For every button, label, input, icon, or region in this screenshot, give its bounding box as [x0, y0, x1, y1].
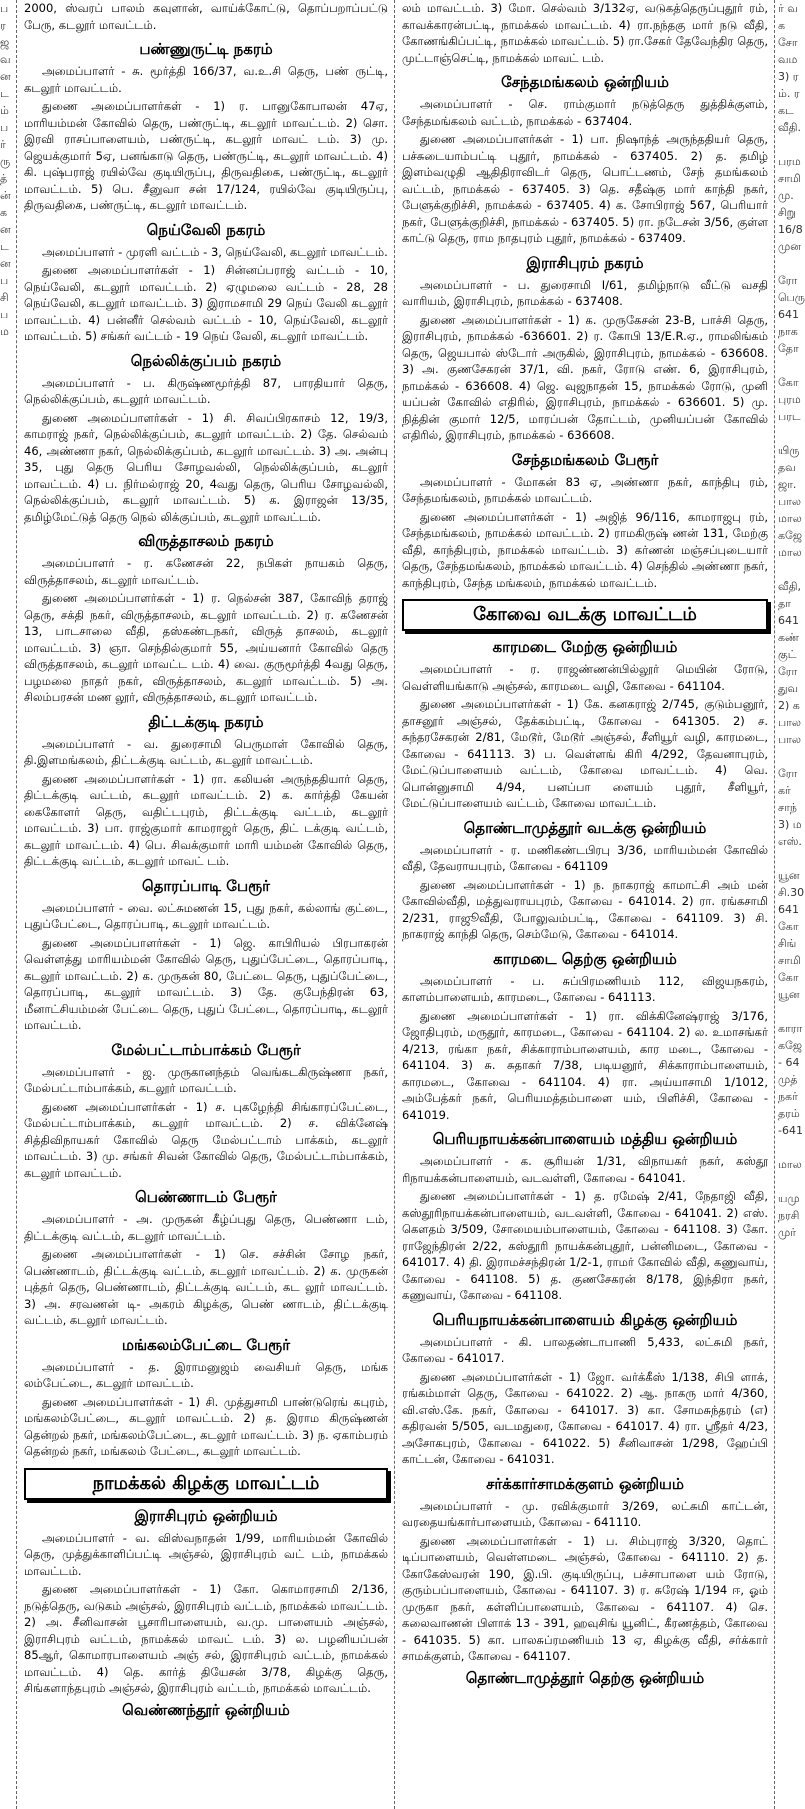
edge-fragment: ஜ [0, 36, 10, 49]
edge-fragment: 641 [778, 903, 799, 916]
edge-fragment [778, 255, 800, 272]
edge-fragment: யமு [778, 1192, 800, 1205]
organizer-paragraph: அமைப்பாளர் - அ. முருகன் கீழ்ப்புது தெரு, பெண்ணா டம், திட்டக்குடி வட்டம், கடலூர் மாவட்டம். [24, 1212, 388, 1243]
right-edge-fragments [778, 0, 805, 1809]
edge-fragment: ரோ [778, 665, 798, 678]
organizer-paragraph: அமைப்பாளர் - சு. மூர்த்தி 166/37, வ.உ.சி தெரு, பண் ருட்டி, கடலூர் மாவட்டம். [24, 64, 388, 95]
organizer-paragraph: அமைப்பாளர் - வை. லட்சுமணன் 15, புது நகர், கல்லாங் குட்டை, புதுப்பேட்டை, தொரப்பாடி, கடலூர் மாவட்டம். [24, 900, 388, 931]
edge-fragment: -641 [778, 1124, 803, 1137]
section-heading: நெய்வேலி நகரம் [146, 220, 266, 239]
section-heading: பண்ணுருட்டி நகரம் [139, 40, 273, 58]
edge-fragment: சோ [778, 36, 798, 49]
column-intro: லம் மாவட்டம். 3) மோ. செல்வம் 3/132ஏ, வடுகத்தெருப்புதூர் ரம், காவக்காரன்பட்டி, நாமக்கல் மாவட்டம். 4) ரா.நந்தகு மார் நடு வீதி, கோணங்கிப்பட்டி, நாமக்கல் மாவட்டம். 5) ரா.சேகர் தேவேந்திர தெரு, முட்டாஞ்செட்டி, நாமக்கல் மாவட் டம். [402, 1, 768, 65]
section-heading: பெண்ணாடம் பேரூர் [135, 1188, 277, 1206]
section-heading: சேந்தமங்கலம் ஒன்றியம் [501, 73, 669, 91]
deputy-organizers-paragraph: துணை அமைப்பாளர்கள் - 1) ர. நெல்சன் 387, கோவிந் தராஜ் தெரு, சக்தி நகர், விருத்தாசலம், கடலூர் மாவட்டம். 2) ர. கணேசன் 13, பாடசாலை வீதி, தஸ்கண்டநகர், விருத் தாசலம், கடலூர் மாவட்டம். 3) ஞா. செந்தில்குமார் 55, அய்யனார் கோவில் தெரு விருத்தாசலம், கடலூர் மாவட்ட டம். 4) வை. குருமூர்த்தி 4வது தெரு, பழமலை நாதர் நகர், விருத்தாசலம், கடலூர் மாவட்டம். 5) அ. சிலம்பரசன் மண லூர், விருத்தாசலம், கடலூர் மாவட்டம். [24, 591, 388, 704]
organizer-paragraph: அமைப்பாளர் - த. இராமனுஜம் வைசியர் தெரு, மங்க லம்பேட்டை, கடலூர் மாவட்டம். [24, 1359, 388, 1390]
edge-fragment: பரம [778, 155, 801, 168]
edge-fragment [778, 561, 800, 578]
organizer-paragraph: அமைப்பாளர் - வ. துரைசாமி பெருமாள் கோவில் தெரு, தி.இளமங்கலம், திட்டக்குடி வட்டம், கடலூர் மாவட்டம். [24, 736, 388, 767]
organizer-paragraph: அமைப்பாளர் - ர. மணிகண்டபிரபு 3/36, மாரியம்மன் கோவில் வீதி, தேவராயபுரம், கோவை - 641109 [402, 842, 768, 873]
column-left [24, 0, 388, 1809]
organizer-paragraph: அமைப்பாளர் - ர. ராஜண்ணன்பில்லூர் மெயின் ரோடு, வெள்ளியங்காடு அஞ்சல், காரமடை வழி, கோவை - 641104. [402, 662, 768, 693]
edge-fragment: குட் [778, 648, 797, 661]
column-rule-right [774, 0, 775, 1809]
deputy-organizers-paragraph: துணை அமைப்பாளர்கள் - 1) ரா. கலியன் அருந்ததியார் தெரு, திட்டக்குடி வட்டம், கடலூர் மாவட்டம். 2) க. கார்த்தி கேயன் கைகோளர் தெரு, வதிட்டபுரம், திட்டக்குடி வட்டம், கடலூர் மாவட்டம். 3) பா. ராஜ்குமார் காமராஜர் தெரு, திட் டக்குடி வட்டம், கடலூர் மாவட்டம். 4) பெ. சிவக்குமார் மாரி யம்மன் கோவில் தெரு, திட்டக்குடி வட்டம், கடலூர் மாவட் டம். [24, 771, 388, 868]
edge-fragment: கர் [778, 784, 791, 797]
section-heading: பெரியநாயக்கன்பாளையம் கிழக்கு ஒன்றியம் [432, 1310, 738, 1329]
edge-fragment: சி [0, 291, 9, 304]
organizer-paragraph: அமைப்பாளர் - கி. பாலதண்டாபாணி 5,433, லட்சுமி நகர், கோவை - 641017. [402, 1334, 768, 1365]
edge-fragment: சி.30 [778, 886, 805, 899]
edge-fragment [778, 748, 800, 765]
edge-fragment: கஜே [778, 1039, 803, 1052]
edge-fragment: நாக [778, 325, 798, 338]
edge-fragment: காரா [778, 1022, 803, 1035]
edge-fragment: 16/8 [778, 223, 803, 236]
organizer-paragraph: அமைப்பாளர் - வ. விஸ்வநாதன் 1/99, மாரியம்மன் கோவில் தெரு, முத்துக்காளிப்பட்டி அஞ்சல், இராசிபுரம் வட் டம், நாமக்கல் மாவட்டம். [24, 1530, 388, 1578]
edge-fragment: 2) க [778, 699, 800, 712]
edge-fragment: ன [0, 223, 11, 236]
organizer-paragraph: அமைப்பாளர் - ர. கணேசன் 22, நபிகள் நாயகம் தெரு, விருத்தாசலம், கடலூர் மாவட்டம். [24, 556, 388, 587]
section-heading: விருத்தாசலம் நகரம் [138, 532, 274, 550]
edge-fragment: த் [0, 172, 8, 185]
edge-fragment: கட [778, 104, 794, 117]
edge-fragment: மால [778, 546, 802, 559]
deputy-organizers-paragraph: துணை அமைப்பாளர்கள் - 1) கே. கனகராஜ் 2/745, குடும்பனூர், தாசனூர் அஞ்சல், தேக்கம்பட்டி, கோவை - 641305. 2) ச. சுந்தரசேகரன் 2/81, மேடூர், மேடூர் அஞ்சல், சீளியூர் வழி, காரமடை, கோவை - 641113. 3) ப. வெள்ளங் கிரி 4/292, தேவனாபுரம், மேட்டுப்பாளையம் வட்டம், கோவை மாவட்டம். 4) வெ. பொன்னுசாமி 4/94, பனப்பா ளையம் புதூர், சீளியூர், மேட்டுப்பாளையம் வட்டம், கோவை மாவட்டம். [402, 697, 768, 810]
edge-fragment: க [778, 19, 786, 32]
column-rule-middle [394, 0, 395, 1809]
edge-fragment [778, 1173, 800, 1190]
edge-fragment: ம் [0, 104, 9, 117]
edge-fragment: முத் [778, 1073, 798, 1086]
edge-fragment: மால [778, 512, 802, 525]
edge-fragment: புரம [778, 393, 801, 406]
section-heading: சேந்தமங்கலம் பேரூர் [511, 450, 659, 469]
edge-fragment: கோ [778, 971, 799, 984]
edge-fragment: ப [0, 121, 9, 134]
edge-fragment: வீதி, [778, 580, 802, 593]
edge-fragment: சாமி [778, 954, 801, 967]
edge-fragment [778, 1003, 800, 1020]
deputy-organizers-paragraph: துணை அமைப்பாளர்கள் - 1) கோ. கொமாரசாமி 2/136, நடுத்தெரு, வடுகம் அஞ்சல், இராசிபுரம் வட்டம், நாமக்கல் மாவட்டம். 2) அ. சீனிவாசன் பூசாரிபாளையம், வ.மு. பாளையம் அஞ்சல், இராசிபுரம் வட்டம், நாமக்கல் மாவட் டம். 3) ல. பழனியப்பன் 85ஆர், கொமாரபாளையம் அஞ் சல், இராசிபுரம் வட்டம், நாமக்கல் மாவட்டம். 4) தெ. கார்த் தியேசன் 3/78, கிழக்கு தெரு, சிங்களாந்தபுரம் அஞ்சல், இராசிபுரம் வட்டம், நாமக்கல் மாவட்டம். [24, 1582, 388, 1695]
edge-fragment: - 64 [778, 1056, 800, 1069]
section-heading: தொரப்பாடி பேரூர் [141, 876, 271, 895]
edge-fragment: யூன [778, 869, 800, 882]
deputy-organizers-paragraph: துணை அமைப்பாளர்கள் - 1) க. முருகேசன் 23-B, பாச்சி தெரு, இராசிபுரம், நாமக்கல் -636601. 2) ர. கோபி 13/E.R.ஏ., ராமலிங்கம் தெரு, ஜெயபால் ஸ்டோர் அருகில், இராசிபுரம், நாமக்கல் - 636608. 3) அ. குணசேகரன் 37/1, வி. நகர், ரோடு எண். 6, இராசிபுரம், நாமக்கல் - 636608. 4) ஜெ. வுஜநாதன் 15, நாமக்கல் ரோடு, முனி யப்பன் கோவில் எதிரில், இராசிபுரம், நாமக்கல் - 636601. 5) மு. நித்தின் குமார் 12/5, மாரப்பன் தோட்டம், முனியப்பன் கோவில் எதிரில், இராசிபுரம், நாமக்கல் - 636608. [402, 312, 768, 442]
section-heading: திட்டக்குடி நகரம் [148, 712, 264, 731]
edge-fragment: தோ [778, 342, 799, 355]
edge-fragment: 641 [778, 308, 799, 321]
deputy-organizers-paragraph: துணை அமைப்பாளர்கள் - 1) ச. புகழேந்தி சிங்காரப்பேட்டை, மேல்பட்டாம்பாக்கம், கடலூர் மாவட்டம். 2) ச. விக்னேஷ் சித்திவிநாயகர் கோவில் தெரு மேல்பட்டாம் பாக்கம், கடலூர் மாவட்டம். 3) மு. சங்கர் சிவன் கோவில் தெரு, மேல்பட்டாம்பாக்கம், கடலூர் மாவட்டம். [24, 1099, 388, 1180]
edge-fragment: மால [778, 1158, 802, 1171]
deputy-organizers-paragraph: துணை அமைப்பாளர்கள் - 1) த. ரமேஷ் 2/41, நேதாஜி வீதி, கஸ்தூரிநாயக்கன்பாளையம், வடவள்ளி, கோவை - 641041. 2) எஸ். கௌதம் 3/509, சோமையம்பாளையம், கோவை - 641108. 3) கோ. ராஜேந்திரன் 2/22, கஸ்தூரி நாயக்கன்புதூர், பன்னிமடை, கோவை - 641017. 4) தி. இராமச்சந்திரன் 1/2-1, ராமர் கோவில் வீதி, கணுவாய், கோவை - 641108. 5) த. குணசேகரன் 8/178, இந்திரா நகர், கணுவாய், கோவை - 641108. [402, 1189, 768, 1302]
edge-fragment: ர [0, 19, 6, 32]
edge-fragment: தரம் [778, 1107, 800, 1120]
cutoff-heading: வெண்ணந்தூர் ஒன்றியம் [122, 1700, 290, 1719]
deputy-organizers-paragraph: துணை அமைப்பாளர்கள் - 1) அஜித் 96/116, காமராஜபு ரம், சேந்தமங்கலம், நாமக்கல் மாவட்டம். 2) ராமகிருஷ் ணன் 131, மேற்கு வீதி, காந்திபுரம், நாமக்கல் மாவட்டம். 3) கர்ணன் மஞ்சப்புடையார் தெரு, சேந்தமங்கலம், நாமக்கல் மாவட்டம். 4) செந்தில் அண்ணா நகர், காந்திபுரம், சேந்த மங்கலம், நாமக்கல் மாவட்டம். [402, 509, 768, 590]
edge-fragment: நரசி [778, 1209, 800, 1222]
edge-fragment: க [0, 206, 8, 219]
deputy-organizers-paragraph: துணை அமைப்பாளர்கள் - 1) சின்னப்பராஜ் வட்டம் - 10, நெய்வேலி, கடலூர் மாவட்டம். 2) ஏழுமலை வட்டம் - 28, 28 நெய்வேலி, கடலூர் மாவட்டம். 3) இராமசாமி 29 நெய் வேலி கடலூர் மாவட்டம். 4) பன்னீர் செல்வம் வட்டம் - 10, நெய்வேலி, கடலூர் மாவட்டம். 5) சங்கர் வட்டம் - 19 நெய் வேலி, கடலூர் மாவட்டம். [24, 263, 388, 343]
section-heading: காரமடை மேற்கு ஒன்றியம் [492, 638, 678, 656]
cutoff-heading: தொண்டாமுத்தூர் தெற்கு ஒன்றியம் [465, 1668, 705, 1687]
deputy-organizers-paragraph: துணை அமைப்பாளர்கள் - 1) பா. நிஷாந்த் அருந்ததியர் தெரு, பச்சுடையாம்பட்டி புதூர், நாமக்கல் - 637405. 2) த. தமிழ் இளம்வழுதி ஆதிதிராவிடர் தெரு, பொட்டணம், சேந் தமங்கலம் வட்டம், நாமக்கல் - 637405. 3) தெ. சதீஷ்கு மார் காந்தி நகர், பேளுக்குறிச்சி, நாமக்கல் - 637405. 4) க. சோபிராஜ் 567, பெரியார் நகர், பேளுக்குறிச்சி, நாமக்கல் - 637405. 5) ரா. நடேசன் 3/56, குள்ள காட்டு தெரு, ராம நாதபுரம் புதூர், நாமக்கல் - 637409. [402, 132, 768, 245]
section-heading: காரமடை தெற்கு ஒன்றியம் [493, 949, 677, 968]
edge-fragment: பால [778, 716, 802, 729]
edge-fragment: பால [778, 495, 802, 508]
organizer-paragraph: அமைப்பாளர் - ப. கிருஷ்ணமூர்த்தி 87, பாரதியார் தெரு, நெல்லிக்குப்பம், கடலூர் மாவட்டம். [24, 375, 388, 406]
edge-fragment: ப [0, 308, 9, 321]
edge-fragment: மு. [778, 189, 794, 202]
edge-fragment: கோ [778, 920, 799, 933]
edge-fragment: ப [0, 2, 9, 15]
edge-fragment: கோ [778, 376, 799, 389]
deputy-organizers-paragraph: துணை அமைப்பாளர்கள் - 1) ர. பானுகோபாலன் 47ஏ, மாரியம்மன் கோவில் தெரு, பண்ருட்டி, கடலூர் மாவட்டம். 2) சொ. இரவி ராசப்பாளையம், பண்ருட்டி, கடலூர் மாவட் டம். 3) மு. ஜெயக்குமார் 5ஏ, பனங்காடு தெரு, பண்ருட்டி, கடலூர் மாவட்டம். 4) கி. புஷ்பராஜ் ரயில்வே குடியிருப்பு, திருவதிகை, பண்ருட்டி, கடலூர் மாவட்டம். 5) பெ. சீனுவா சன் 17/124, ரயில்வே குடியிருப்பு, திருவதிகை, பண்ருட்டி, கடலூர் மாவட்டம். [24, 99, 388, 212]
section-heading: இராசிபுரம் நகரம் [526, 253, 644, 272]
edge-fragment: ர் வ [778, 2, 798, 15]
edge-fragment: ன [0, 70, 11, 83]
section-heading: மங்கலம்பேட்டை பேரூர் [121, 1335, 291, 1354]
edge-fragment: பால [778, 733, 802, 746]
edge-fragment: நகர் [778, 1090, 798, 1103]
edge-fragment: வம [778, 53, 798, 66]
edge-fragment: ரு [0, 155, 11, 168]
edge-fragment: ட [0, 87, 9, 100]
edge-fragment [778, 136, 800, 153]
edge-fragment: பெரு [778, 291, 805, 304]
organizer-paragraph: அமைப்பாளர் - ஜ. முருகானந்தம் வெங்கடகிருஷ்ணா நகர், மேல்பட்டாம்பாக்கம், கடலூர் மாவட்டம். [24, 1064, 388, 1095]
organizer-paragraph: அமைப்பாளர் - க. சூரியன் 1/31, விநாயகர் நகர், கஸ்தூ ரிநாயக்கன்பாளையம், வடவள்ளி, கோவை - 641041. [402, 1154, 768, 1185]
edge-fragment [778, 357, 800, 374]
edge-fragment: கண் [778, 631, 800, 644]
organizer-paragraph: அமைப்பாளர் - முரளி வட்டம் - 3, நெய்வேலி, கடலூர் மாவட்டம். [42, 244, 388, 259]
deputy-organizers-paragraph: துணை அமைப்பாளர்கள் - 1) சி. சிவப்பிரகாசம் 12, 19/3, காமராஜ் நகர், நெல்லிக்குப்பம், கடலூர் மாவட்டம். 2) தே. செல்வம் 46, அண்ணா நகர், நெல்லிக்குப்பம், கடலூர் மாவட்டம். 3) அ. அன்பு 35, புது தெரு பெரிய சோழவல்லி, நெல்லிக்குப்பம், கடலூர் மாவட்டம். 4) ப. நிர்மல்ராஜ் 20, 4வது தெரு, பெரிய சோழவல்லி, நெல்லிக்குப்பம், கடலூர் மாவட்டம். 5) க. இராஜன் 13/35, தமிழ்மேட்டுத் தெரு நெல் லிக்குப்பம், கடலூர் மாவட்டம். [24, 410, 388, 524]
edge-fragment: எஸ். [778, 835, 802, 848]
district-banner: கோவை வடக்கு மாவட்டம் [402, 599, 768, 631]
deputy-organizers-paragraph: துணை அமைப்பாளர்கள் - 1) ஜெ. காபிரியல் பிரபாகரன் வெள்ளத்து மாரியம்மன் கோவில் தெரு, புதுப்பேட்டை, தொரப்பாடி, கடலூர் மாவட்டம். 2) க. முருகன் 80, பேட்டை தெரு, புதுப்பேட்டை, தொரப்பாடி, கடலூர் மாவட்டம். 3) தே. குபேந்திரன் 63, மீனாட்சியம்மன் பேட்டை தெரு, புதுப் பேட்டை, தொரப்பாடி, கடலூர் மாவட்டம். [24, 935, 388, 1032]
deputy-organizers-paragraph: துணை அமைப்பாளர்கள் - 1) செ. சச்சின் சோழ நகர், பெண்ணாடம், திட்டக்குடி வட்டம், கடலூர் மாவட்டம். 2) க. முருகன் புத்தர் தெரு, பெண்ணாடம், திட்டக்குடி வட்டம், கட லூர் மாவட்டம். 3) அ. சரவணன் டி- அகரம் கிழக்கு, பெண் ணாடம், திட்டக்குடி வட்டம், கடலூர் மாவட்டம். [24, 1247, 388, 1327]
edge-fragment: ர் [0, 138, 6, 151]
organizer-paragraph: அமைப்பாளர் - ப. சுப்பிரமணியம் 112, விஜயநகரம், காளம்பாளையம், காரமடை, கோவை - 641113. [402, 973, 768, 1004]
edge-fragment: 3) ம [778, 818, 802, 831]
section-heading: தொண்டாமுத்தூர் வடக்கு ஒன்றியம் [463, 818, 707, 837]
deputy-organizers-paragraph: துணை அமைப்பாளர்கள் - 1) ஜோ. வர்க்கீஸ் 1/138, சிபி ளாக், ரங்கம்மாள் தெரு, கோவை - 641022. 2) ஆ. நாகரு மார் 4/360, வி.எஸ்.கே. நகர், கோவை - 641017. 3) கா. சோமசுந்தரம் (எ) கதிரவன் 5/505, வடமதுரை, கோவை - 641017. 4) ரா. ஸ்ரீதர் 4/23, அசோகபுரம், கோவை - 641022. 5) சீனிவாசன் 1/298, ஹேப்பி காட்டன், கோவை - 641031. [402, 1369, 768, 1466]
edge-fragment: தவ [778, 461, 796, 474]
organizer-paragraph: அமைப்பாளர் - மோகன் 83 ஏ, அண்ணா நகர், காந்திபு ரம், சேந்தமங்கலம், நாமக்கல் மாவட்டம். [402, 474, 768, 505]
edge-fragment [778, 425, 800, 442]
edge-fragment: பரட [778, 410, 801, 423]
edge-fragment: ன் [0, 189, 11, 202]
section-heading: மேல்பட்டாம்பாக்கம் பேரூர் [111, 1040, 301, 1059]
edge-fragment: ட [0, 240, 9, 253]
organizer-paragraph: அமைப்பாளர் - செ. ராம்குமார் நடுத்தெரு துத்திக்குளம், சேந்தமங்கலம் வட்டம், நாமக்கல் - 637404. [402, 97, 768, 128]
section-heading: இராசிபுரம் ஒன்றியம் [134, 1506, 278, 1525]
deputy-organizers-paragraph: துணை அமைப்பாளர்கள் - 1) ரா. விக்கினேஷ்ராஜ் 3/176, ஜோதிபுரம், மருதூர், காரமடை, கோவை - 641104. 2) ல. உமாசங்கர் 4/213, ரங்கா நகர், சிக்காராம்பாளையம், கார மடை, கோவை - 641104. 3) சு. சுதாகர் 7/38, படியனூர், சிக்காராம்பாளையம், காரமடை, கோவை - 641104. 4) ரா. அய்யாசாமி 1/1012, அம்பேத்கர் நகர், பெரியமத்தம்பாளை யம், பிளிச்சி, கோவை - 641019. [402, 1008, 768, 1122]
edge-fragment: சாந் [778, 801, 797, 814]
section-heading: பெரியநாயக்கன்பாளையம் மத்திய ஒன்றியம் [432, 1130, 738, 1148]
edge-fragment: தா [778, 597, 791, 610]
column-right [402, 0, 768, 1809]
column-intro: 2000, ஸ்வரப் பாலம் கவுளான், வாய்க்கோட்டு, தொப்பறாப்பட்டு பேரு, கடலூர் மாவட்டம். [24, 1, 388, 32]
edge-fragment: வ [0, 53, 11, 66]
edge-fragment: யிரு [778, 444, 800, 457]
edge-fragment: ரோ [778, 767, 798, 780]
deputy-organizers-paragraph: துணை அமைப்பாளர்கள் - 1) ந. நாகராஜ் காமாட்சி அம் மன் கோவில்வீதி, மத்துவராயபுரம், கோவை - 641014. 2) ரா. ரங்கசாமி 2/231, ராஜூவீதி, போலுவம்பட்டி, கோவை - 641109. 3) சி. நாகராஜ் காந்தி தெரு, செம்மேடு, கோவை - 641014. [402, 877, 768, 941]
edge-fragment [778, 1139, 800, 1156]
edge-fragment: ம [0, 325, 9, 338]
edge-fragment: 3) ர [778, 70, 799, 83]
edge-fragment: சிறு [778, 206, 796, 219]
edge-fragment: 641 [778, 614, 799, 627]
deputy-organizers-paragraph: துணை அமைப்பாளர்கள் - 1) ப. சிம்புராஜ் 3/320, தொட் டிப்பாளையம், வெள்ளமடை அஞ்சல், கோவை - 641110. 2) த. கோகேஸ்வரன் 190, இ.பி. குடியிருப்பு, பச்சாபாளை யம் ரோடு, குரும்பப்பாளையம், கோவை - 641107. 3) ர. சுரேஷ் 1/194 ஈ, ஓம் முருகா நகர், கள்ளிப்பாளையம், கோவை - 641107. 4) செ. கலைவாணன் பிளாக் 13 - 391, ஹவுசிங் யூனிட், கீரணத்தம், கோவை - 641035. 5) கா. பாலசுப்ரமணியம் 13 ஏ, கிழக்கு வீதி, சர்க்கார் சாமக்குளம், கோவை - 641107. [402, 1533, 768, 1663]
edge-fragment: முன [778, 240, 801, 253]
edge-fragment: ன [0, 257, 11, 270]
edge-fragment: வீதி. [778, 121, 802, 134]
edge-fragment: ரோ [778, 274, 798, 287]
edge-fragment: ஜா. [778, 478, 797, 491]
edge-fragment: கஜே [778, 529, 803, 542]
edge-fragment: துவ [778, 682, 799, 695]
organizer-paragraph: அமைப்பாளர் - மு. ரவிக்குமார் 3/269, லட்சுமி காட்டன், வரதையங்கார்பாளையம், கோவை - 641110. [402, 1498, 768, 1529]
left-edge-fragments [0, 0, 14, 1809]
column-rule-left [16, 0, 17, 1809]
edge-fragment: யூன [778, 988, 800, 1001]
edge-fragment: ப [0, 274, 9, 287]
edge-fragment [778, 850, 800, 867]
edge-fragment: சாமி [778, 172, 801, 185]
section-heading: நெல்லிக்குப்பம் நகரம் [130, 351, 282, 370]
deputy-organizers-paragraph: துணை அமைப்பாளர்கள் - 1) சி. முத்துசாமி பாண்டுரெங் கபுரம், மங்கலம்பேட்டை, கடலூர் மாவட்டம். 2) த. இராம கிருஷ்ணன் தென்றல் நகர், மங்கலம்பேட்டை, கடலூர் மாவட்டம். 3) ந. ஏகாம்பரம் தென்றல் நகர், மங்கலம் பேட்டை, கடலூர் மாவட்டம். [24, 1394, 388, 1458]
organizer-paragraph: அமைப்பாளர் - ப. துரைசாமி I/61, தமிழ்நாடு வீட்டு வசதி வாரியம், இராசிபுரம், நாமக்கல் - 637408. [402, 277, 769, 308]
edge-fragment: ம். ர [778, 87, 800, 100]
district-banner: நாமக்கல் கிழக்கு மாவட்டம் [24, 1468, 388, 1500]
edge-fragment: சிங் [778, 937, 797, 950]
section-heading: சர்க்கார்சாமக்குளம் ஒன்றியம் [486, 1474, 684, 1493]
edge-fragment: முர் [778, 1226, 796, 1239]
